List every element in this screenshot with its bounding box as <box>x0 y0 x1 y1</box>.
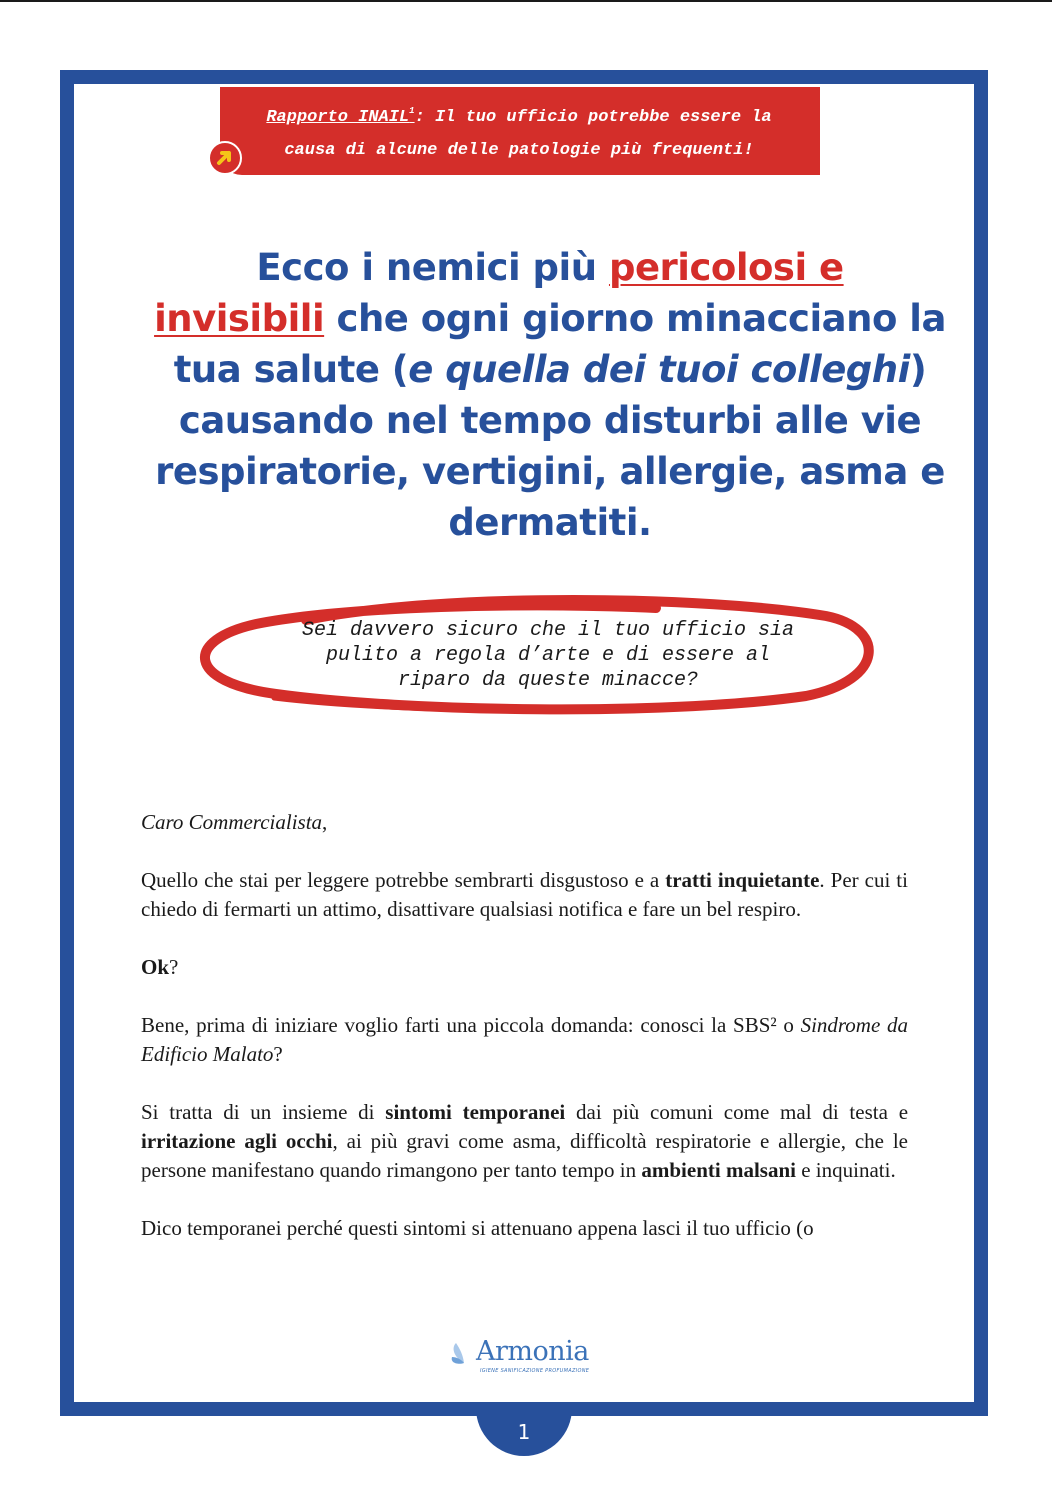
armonia-logo <box>446 1335 616 1380</box>
arrow-icon <box>208 141 242 175</box>
paragraph-ok: Ok? <box>141 955 179 979</box>
page-number: 1 <box>476 1408 572 1456</box>
top-rule <box>0 0 1052 2</box>
callout-line-3: riparo da queste minacce? <box>397 669 699 692</box>
headline-italic: e quella dei tuoi colleghi <box>408 348 910 391</box>
logo-tagline: IGIENE SANIFICAZIONE PROFUMAZIONE <box>480 1368 590 1374</box>
headline: Ecco i nemici più pericolosi e invisibili che ogni giorno minacciano la tua salute (e quella dei tuoi colleghi) causando nel tempo disturbi alle vie respiratorie, vertigini, allergie, asma e dermatiti. <box>154 246 946 544</box>
callout-text <box>248 618 848 693</box>
logo-name: Armonia <box>476 1336 589 1367</box>
banner-line-1 <box>236 95 802 134</box>
footnote-marker: 1 <box>409 106 415 116</box>
banner-lead: Rapporto INAIL$^1$ <box>266 106 415 127</box>
inail-banner <box>220 87 820 175</box>
paragraph-4: Dico temporanei perché questi sintomi si attenuano appena lasci il tuo ufficio (o <box>141 1216 814 1240</box>
headline-highlight-1: pericolosi e <box>608 246 844 289</box>
callout-line-2: pulito a regola d’arte e di essere al <box>325 644 771 667</box>
callout-line-1: Sei davvero sicuro che il tuo ufficio sia <box>301 619 795 642</box>
headline-highlight-2: invisibili <box>154 297 325 340</box>
paragraph-2: Bene, prima di iniziare voglio farti una piccola domanda: conosci la SBS² o Sindrome da Edificio Malato? <box>141 1013 908 1066</box>
letter-body <box>141 808 908 1272</box>
salutation: Caro Commercialista, <box>141 810 328 834</box>
butterfly-icon <box>446 1337 480 1371</box>
banner-line-2: causa di alcune delle patologie più frequenti! <box>284 141 754 160</box>
paragraph-3: Si tratta di un insieme di sintomi temporanei dai più comuni come mal di testa e irritazione agli occhi, ai più gravi come asma, difficoltà respiratorie e allergie, che le persone manifestano quando rimangono per tanto tempo in ambienti malsani e inquinati. <box>141 1100 909 1182</box>
paragraph-1: Quello che stai per leggere potrebbe sembrarti disgustoso e a tratti inquietante. Per cui ti chiedo di fermarti un attimo, disattivare qualsiasi notifica e fare un bel respiro. <box>141 868 908 921</box>
banner-line-1-text: : Il tuo ufficio potrebbe essere la <box>414 108 772 127</box>
